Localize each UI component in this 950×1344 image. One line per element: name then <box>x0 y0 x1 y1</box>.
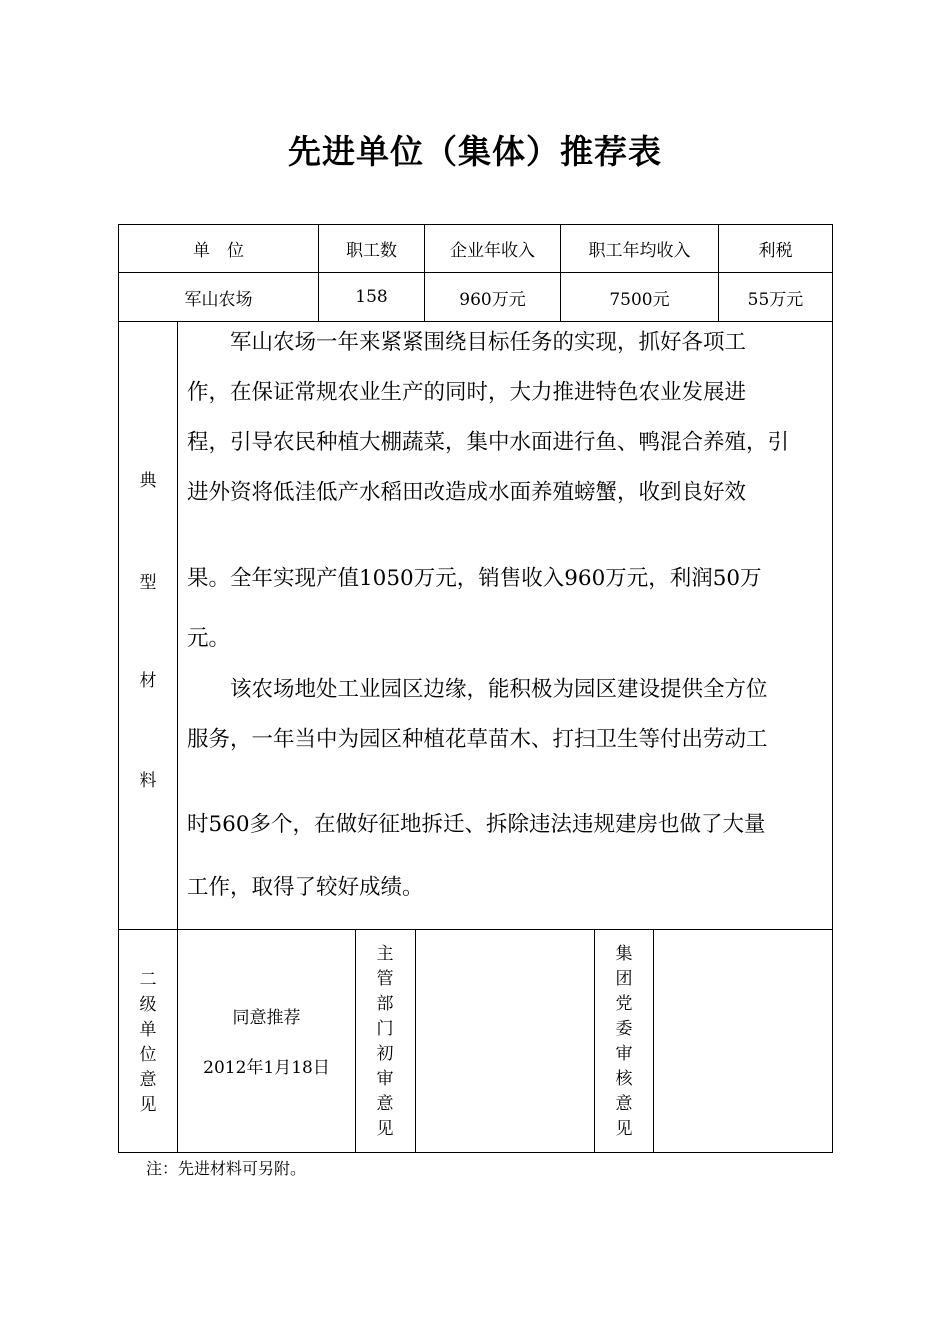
level2-opinion-date: 2012年1月18日 <box>203 1057 330 1078</box>
dept-opinion-label <box>373 942 397 1142</box>
table-divider <box>594 929 595 1152</box>
header-annual-income: 企业年收入 <box>450 241 535 261</box>
value-annual-income: 960万元 <box>459 289 526 310</box>
header-staff-count: 职工数 <box>346 241 397 261</box>
party-opinion-content <box>654 930 832 1152</box>
value-tax: 55万元 <box>747 289 804 310</box>
level2-opinion-label-text: 二级单位意见 <box>139 970 157 1115</box>
table-border-bottom <box>118 1152 833 1153</box>
party-opinion-label <box>612 942 636 1142</box>
table-border-right <box>832 224 833 1153</box>
value-avg-income: 7500元 <box>609 289 670 310</box>
dept-opinion-content <box>416 930 594 1152</box>
material-text-line: 工作，取得了较好成绩。 <box>187 875 424 900</box>
level2-opinion-text: 同意推荐 <box>232 1007 301 1028</box>
party-opinion-label-text: 集团党委审核意见 <box>615 944 633 1139</box>
value-unit: 军山农场 <box>184 289 253 310</box>
table-divider <box>118 321 833 322</box>
material-label-char: 材 <box>139 671 157 691</box>
material-text-line: 进外资将低洼低产水稻田改造成水面养殖螃蟹，收到良好效 <box>187 480 747 505</box>
level2-opinion-label <box>136 968 160 1118</box>
footnote: 注：先进材料可另附。 <box>146 1159 307 1178</box>
dept-opinion-label-text: 主管部门初审意见 <box>376 944 394 1139</box>
material-label-char: 典 <box>139 471 157 491</box>
material-text-line: 程，引导农民种植大棚蔬菜，集中水面进行鱼、鸭混合养殖，引 <box>187 430 790 455</box>
material-text-line: 该农场地处工业园区边缘，能积极为园区建设提供全方位 <box>187 677 768 702</box>
material-label-char: 料 <box>139 771 157 791</box>
header-unit: 单 位 <box>193 241 244 261</box>
material-text-line: 服务，一年当中为园区种植花草苗木、打扫卫生等付出劳动工 <box>187 727 768 752</box>
material-text-line: 作，在保证常规农业生产的同时，大力推进特色农业发展进 <box>187 380 747 405</box>
material-text-line: 军山农场一年来紧紧围绕目标任务的实现，抓好各项工 <box>187 330 747 355</box>
value-staff-count: 158 <box>355 287 388 307</box>
material-text-line: 果。全年实现产值1050万元，销售收入960万元，利润50万 <box>187 566 762 591</box>
header-avg-income: 职工年均收入 <box>588 241 691 261</box>
header-tax: 利税 <box>758 241 793 261</box>
page-title: 先进单位（集体）推荐表 <box>288 132 662 171</box>
material-label-char: 型 <box>139 573 157 593</box>
table-divider <box>355 929 356 1152</box>
material-text-line: 元。 <box>187 626 231 651</box>
material-text-line: 时560多个，在做好征地拆迁、拆除违法违规建房也做了大量 <box>187 812 766 837</box>
